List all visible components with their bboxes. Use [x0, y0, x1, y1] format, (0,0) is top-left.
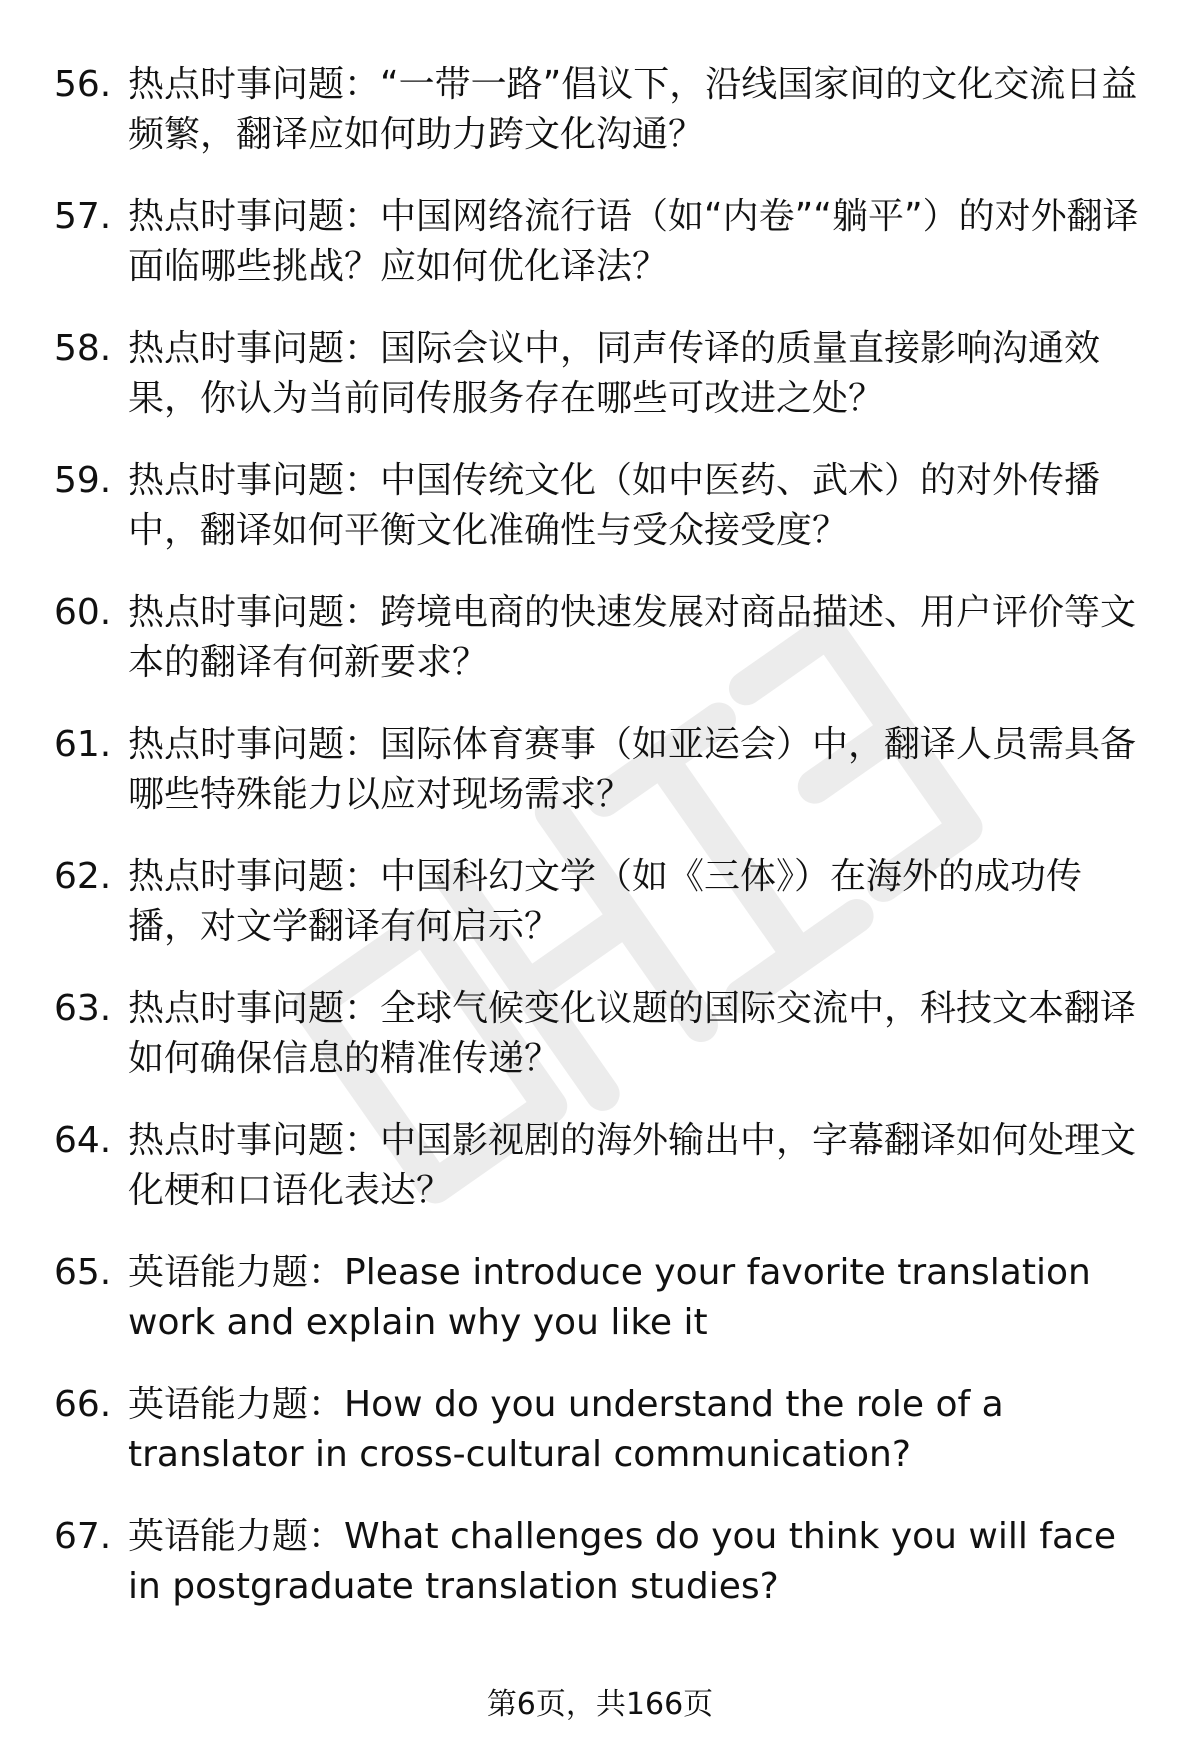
question-text: 热点时事问题：跨境电商的快速发展对商品描述、用户评价等文本的翻译有何新要求？ — [128, 592, 1137, 683]
question-text: 热点时事问题：国际会议中，同声传译的质量直接影响沟通效果，你认为当前同传服务存在哪些可改进之处？ — [128, 328, 1101, 419]
question-text: 热点时事问题：中国影视剧的海外输出中，字幕翻译如何处理文化梗和口语化表达？ — [128, 1120, 1137, 1211]
question-text: 热点时事问题：中国网络流行语（如“内卷”“躺平”）的对外翻译面临哪些挑战？应如何优化译法？ — [128, 196, 1139, 287]
question-text: 热点时事问题：中国科幻文学（如《三体》）在海外的成功传播，对文学翻译有何启示？ — [128, 856, 1083, 947]
question-number: 59. — [54, 460, 112, 501]
question-text: 英语能力题：How do you understand the role of a translator in cross-cultural communication? — [128, 1384, 1004, 1475]
question-text: 英语能力题：Please introduce your favorite translation work and explain why you like it — [128, 1252, 1091, 1343]
question-text: 英语能力题：What challenges do you think you will face in postgraduate translation studies? — [128, 1516, 1116, 1607]
question-item — [54, 984, 1154, 1116]
question-item — [54, 1512, 1154, 1644]
question-number: 57. — [54, 196, 112, 237]
question-item — [54, 192, 1154, 324]
question-text: 热点时事问题：中国传统文化（如中医药、武术）的对外传播中，翻译如何平衡文化准确性与受众接受度？ — [128, 460, 1101, 551]
question-number: 62. — [54, 856, 112, 897]
question-list — [54, 60, 1154, 1644]
question-item — [54, 588, 1154, 720]
question-number: 64. — [54, 1120, 112, 1161]
question-number: 60. — [54, 592, 112, 633]
question-item — [54, 60, 1154, 192]
question-text: 热点时事问题：国际体育赛事（如亚运会）中，翻译人员需具备哪些特殊能力以应对现场需求？ — [128, 724, 1137, 815]
question-item — [54, 852, 1154, 984]
question-item — [54, 1116, 1154, 1248]
question-number: 65. — [54, 1252, 112, 1293]
page-footer: 第6页，共166页 — [486, 1687, 714, 1722]
question-item — [54, 1380, 1154, 1512]
question-number: 56. — [54, 64, 112, 105]
question-item — [54, 324, 1154, 456]
question-text: 热点时事问题：“一带一路”倡议下，沿线国家间的文化交流日益频繁，翻译应如何助力跨文化沟通？ — [128, 64, 1138, 155]
question-text: 热点时事问题：全球气候变化议题的国际交流中，科技文本翻译如何确保信息的精准传递？ — [128, 988, 1137, 1079]
question-number: 63. — [54, 988, 112, 1029]
question-item — [54, 1248, 1154, 1380]
question-number: 66. — [54, 1384, 112, 1425]
question-number: 61. — [54, 724, 112, 765]
question-item — [54, 456, 1154, 588]
question-number: 67. — [54, 1516, 112, 1557]
question-number: 58. — [54, 328, 112, 369]
question-item — [54, 720, 1154, 852]
